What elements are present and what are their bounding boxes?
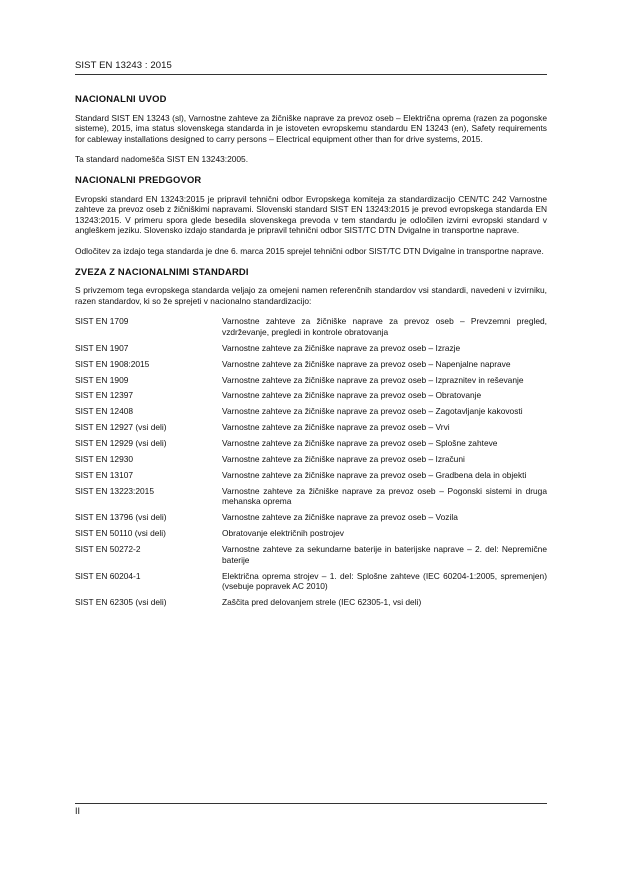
standard-code: SIST EN 13107 bbox=[75, 469, 134, 480]
standard-code: SIST EN 50272-2 bbox=[75, 544, 141, 555]
reference-standards-table bbox=[75, 316, 547, 613]
table-row bbox=[75, 597, 547, 613]
table-row bbox=[75, 528, 547, 544]
standard-title: Varnostne zahteve za žičniške naprave za prevoz oseb – Prevzemni pregled, vzdrževanje, pregledi in kontrole obratovanja bbox=[222, 316, 547, 337]
standard-title: Varnostne zahteve za žičniške naprave za prevoz oseb – Izpraznitev in reševanje bbox=[222, 374, 524, 385]
standard-code: SIST EN 1909 bbox=[75, 374, 129, 385]
standard-code: SIST EN 1908:2015 bbox=[75, 358, 150, 369]
standard-title: Zaščita pred delovanjem strele (IEC 62305-1, vsi deli) bbox=[222, 597, 422, 608]
standard-title: Varnostne zahteve za žičniške naprave za prevoz oseb – Izračuni bbox=[222, 454, 465, 465]
header-divider bbox=[75, 74, 547, 75]
preface-paragraph-1: Evropski standard EN 13243:2015 je pripravil tehnični odbor Evropskega komiteja za standardizacijo CEN/TC 242 Varnostne zahteve za prevoz oseb z žičniškimi napravami. Slovenski standard SIST EN 13243:2015 je prevod evropskega standarda EN 13243:2015. V primeru spora glede besedila slovenskega prevoda v tem standardu je odločilen izvirni evropski standard v angleškem jeziku. Slovensko izdajo standarda je pripravil tehnični odbor SIST/TC DTN Dvigalne in transportne naprave. bbox=[75, 193, 547, 236]
table-row bbox=[75, 406, 547, 422]
table-row bbox=[75, 422, 547, 438]
page-content bbox=[75, 88, 547, 613]
table-row bbox=[75, 512, 547, 528]
standard-code: SIST EN 13796 (vsi deli) bbox=[75, 512, 167, 523]
standard-title: Električna oprema strojev – 1. del: Splošne zahteve (IEC 60204-1:2005, spremenjen) (vsebuje popravek AC 2010) bbox=[222, 570, 547, 592]
intro-paragraph-2: Ta standard nadomešča SIST EN 13243:2005. bbox=[75, 154, 249, 165]
standard-title: Varnostne zahteve za žičniške naprave za prevoz oseb – Vrvi bbox=[222, 422, 450, 433]
standard-title: Varnostne zahteve za sekundarne baterije in baterijske naprave – 2. del: Nepremične baterije bbox=[222, 544, 547, 565]
standard-title: Varnostne zahteve za žičniške naprave za prevoz oseb – Splošne zahteve bbox=[222, 438, 498, 449]
table-row bbox=[75, 359, 547, 375]
standard-code: SIST EN 50110 (vsi deli) bbox=[75, 528, 166, 539]
standard-title: Varnostne zahteve za žičniške naprave za prevoz oseb – Izrazje bbox=[222, 342, 461, 353]
intro-paragraph-1: Standard SIST EN 13243 (sl), Varnostne zahteve za žičniške naprave za prevoz oseb – Električna oprema (razen za pogonske sisteme), 2015, ima status slovenskega standarda in je istoveten evropskemu standardu EN 13243 (en), Safety requirements for cableway installations designed to carry persons – Electrical equipment other than for drive systems, 2015. bbox=[75, 112, 547, 144]
table-row bbox=[75, 544, 547, 570]
standard-code: SIST EN 12930 bbox=[75, 454, 134, 465]
standard-title: Varnostne zahteve za žičniške naprave za prevoz oseb – Obratovanje bbox=[222, 390, 482, 401]
table-row bbox=[75, 486, 547, 512]
standard-title: Varnostne zahteve za žičniške naprave za prevoz oseb – Napenjalne naprave bbox=[222, 358, 511, 369]
standard-code: SIST EN 12397 bbox=[75, 390, 134, 401]
standard-code: SIST EN 62305 (vsi deli) bbox=[75, 597, 167, 608]
table-row bbox=[75, 438, 547, 454]
table-row bbox=[75, 375, 547, 391]
table-row bbox=[75, 316, 547, 342]
table-row bbox=[75, 571, 547, 597]
table-row bbox=[75, 470, 547, 486]
footer-divider bbox=[75, 803, 547, 804]
standard-title: Varnostne zahteve za žičniške naprave za prevoz oseb – Pogonski sistemi in druga mehanska oprema bbox=[222, 485, 547, 507]
preface-heading: NACIONALNI PREDGOVOR bbox=[75, 173, 202, 185]
standard-code: SIST EN 60204-1 bbox=[75, 570, 141, 581]
standard-code: SIST EN 1709 bbox=[75, 316, 129, 327]
preface-paragraph-2: Odločitev za izdajo tega standarda je dne 6. marca 2015 sprejel tehnični odbor SIST/TC DTN Dvigalne in transportne naprave. bbox=[75, 245, 544, 256]
relation-paragraph: S privzemom tega evropskega standarda veljajo za omejeni namen referenčnih standardov vsi standardi, navedeni v izvirniku, razen standardov, ki so že sprejeti v nacionalno standardizacijo: bbox=[75, 285, 547, 306]
standard-code: SIST EN 13223:2015 bbox=[75, 485, 154, 496]
standard-code: SIST EN 12929 (vsi deli) bbox=[75, 438, 167, 449]
standard-title: Varnostne zahteve za žičniške naprave za prevoz oseb – Vozila bbox=[222, 512, 458, 523]
standard-code: SIST EN 12408 bbox=[75, 406, 134, 417]
standard-code: SIST EN 12927 (vsi deli) bbox=[75, 422, 167, 433]
table-row bbox=[75, 454, 547, 470]
table-row bbox=[75, 343, 547, 359]
table-row bbox=[75, 390, 547, 406]
page-number: II bbox=[75, 806, 81, 816]
standard-title: Varnostne zahteve za žičniške naprave za prevoz oseb – Zagotavljanje kakovosti bbox=[222, 406, 523, 417]
page-header: SIST EN 13243 : 2015 bbox=[75, 60, 172, 71]
relation-heading: ZVEZA Z NACIONALNIMI STANDARDI bbox=[75, 265, 249, 277]
standard-title: Obratovanje električnih postrojev bbox=[222, 528, 344, 539]
standard-title: Varnostne zahteve za žičniške naprave za prevoz oseb – Gradbena dela in objekti bbox=[222, 469, 527, 480]
intro-heading: NACIONALNI UVOD bbox=[75, 93, 167, 104]
standard-code: SIST EN 1907 bbox=[75, 342, 129, 353]
